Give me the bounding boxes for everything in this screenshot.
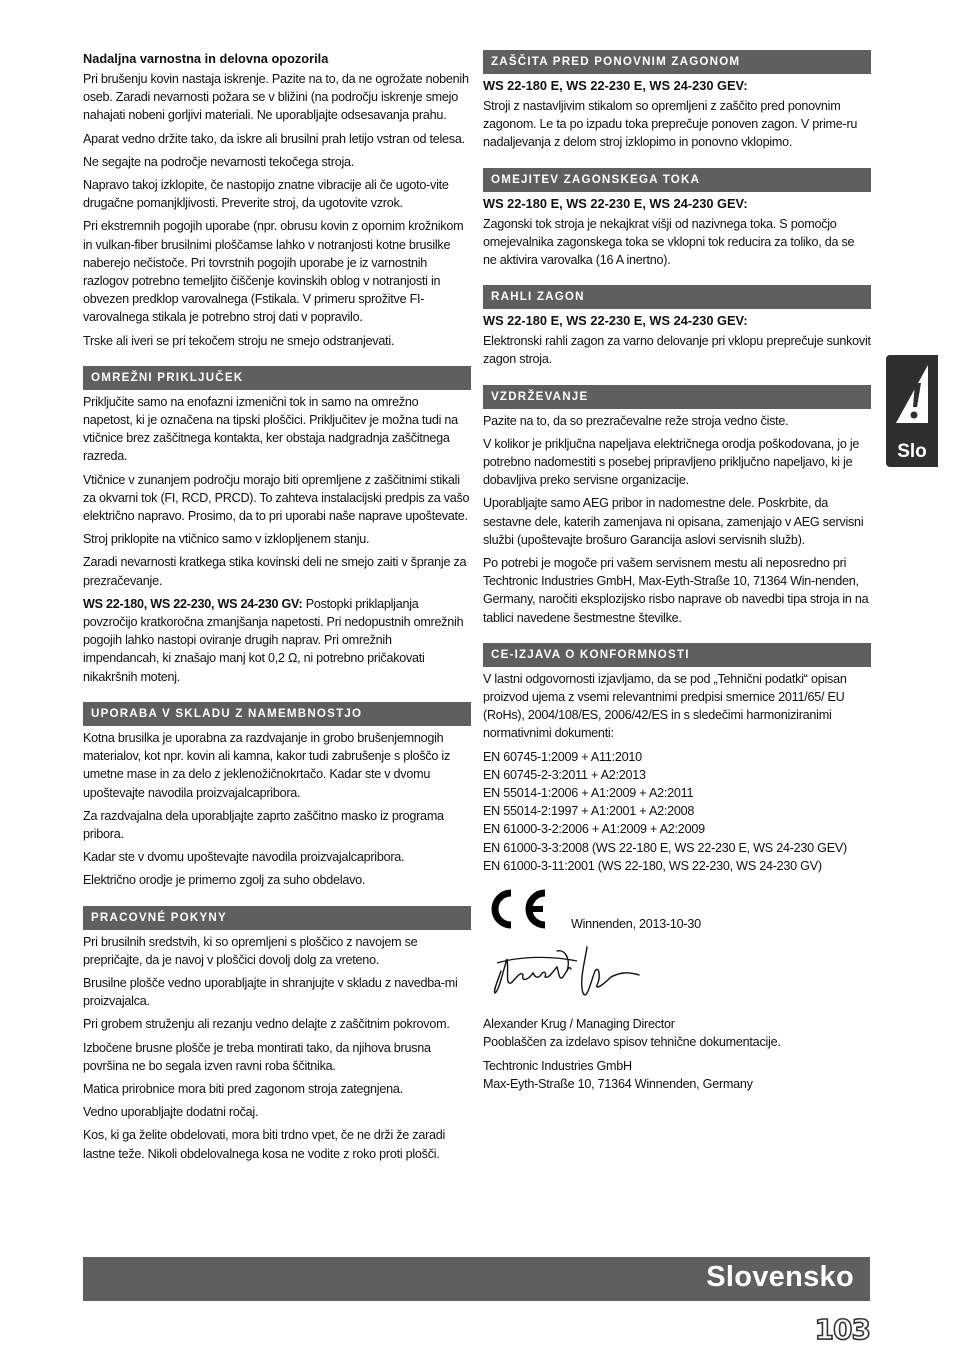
standard-item: EN 60745-2-3:2011 + A2:2013 [483, 767, 646, 782]
work-paragraph: Vedno uporabljajte dodatni ročaj. [83, 1105, 259, 1120]
intro-title: Nadaljna varnostna in delovna opozorila [83, 51, 329, 66]
mains-paragraph: Priključite samo na enofazni izmenični tok in samo na omrežno napetost, ki je označena na tipski ploščici. Priključitev je možna tudi na vtičnice brez zaščitnega kontakta, ker obstaja nadgradnja zaščitnega razreda. [83, 394, 458, 464]
use-paragraph: Za razdvajalna dela uporabljajte zaprto zaščitno masko iz programa pribora. [83, 808, 444, 841]
language-side-tab [886, 355, 938, 467]
standards-list [483, 748, 871, 875]
standard-item: EN 60745-1:2009 + A11:2010 [483, 749, 642, 764]
company-name: Techtronic Industries GmbH [483, 1058, 632, 1073]
mains-paragraph: Zaradi nevarnosti kratkega stika kovinski deli ne smejo zaiti v špranje za prezračevanje. [83, 555, 467, 588]
signer-name: Alexander Krug / Managing Director [483, 1017, 675, 1032]
page-number: 103 [814, 1313, 870, 1346]
footer-bar [83, 1257, 870, 1301]
models-text: Postopki priklapljanja povzročijo kratkoročna zmanjšanja napetosti. Pri nedopustnih omrežnih pogojih lahko nastopi oviranje drugih naprav. Pri omrežnih impendancah, ki znašajo manj kot 0,2 Ω, ni potrebno pričakovati nikakršnih motenj. [83, 596, 464, 684]
intro-paragraph: Napravo takoj izklopite, če nastopijo znatne vibracije ali če ugoto-vite drugačne pomanjkljivosti. Preverite stroj, da ugotovite vzrok. [83, 178, 449, 211]
intro-paragraph: Pri brušenju kovin nastaja iskrenje. Pazite na to, da ne ogrožate nobenih oseb. Zaradi nevarnosti požara se v bližini (na področju iskrenje smejo nahajati nobeni gorljivi materiali. Ne uporabljajte odsesavanja prahu. [83, 72, 469, 123]
section-heading-restart-protection: ZAŠČITA PRED PONOVNIM ZAGONOM [483, 50, 871, 74]
section-heading-intended-use: UPORABA V SKLADU Z NAMEMBNOSTJO [83, 702, 471, 726]
models-label: WS 22-180, WS 22-230, WS 24-230 GV: [83, 596, 303, 611]
use-paragraph: Kotna brusilka je uporabna za razdvajanje in grobo brušenjemnogih materialov, kot npr. kovin ali kamna, kakor tudi zabrušenje s ploščo iz umetne mase in za delo z jeklenožičnokrtačo. Kadar ste v dvomu upoštevajte navodila proizvajalcapribora. [83, 730, 451, 800]
signer-role: Pooblaščen za izdelavo spisov tehnične dokumentacije. [483, 1035, 781, 1050]
signature-icon [487, 941, 871, 1011]
current-limit-paragraph: Zagonski tok stroja je nekajkrat višji od nazivnega toka. S pomočjo omejevalnika zagonskega toka se vklopni tok reducira za toliko, da se ne aktivira varovalka (16 A inertno). [483, 216, 855, 268]
ce-row [483, 887, 871, 931]
maintenance-paragraph: Po potrebi je mogoče pri vašem servisnem mestu ali neposredno pri Techtronic Industries GmbH, Max-Eyth-Straße 10, 71364 Win-nenden, Germany, naročiti eksplozijsko risbo naprave ob navedbi tipa stroja in na tablici navedene šestmestne številke. [483, 556, 869, 625]
mains-paragraph: Vtičnice v zunanjem področju morajo biti opremljene z zaščitnimi stikali za okvarni tok (FI, RCD, PRCD). To zahteva instalacijski predpis za vašo električno napravo. Prosimo, da to pri uporabi naše naprave upoštevate. [83, 472, 470, 524]
warning-icon [892, 363, 934, 430]
section-heading-maintenance: VZDRŽEVANJE [483, 385, 871, 409]
company-address: Max-Eyth-Straße 10, 71364 Winnenden, Germany [483, 1076, 753, 1091]
maintenance-paragraph: Pazite na to, da so prezračevalne reže stroja vedno čiste. [483, 413, 789, 428]
soft-start-paragraph: Elektronski rahli zagon za varno delovanje pri vklopu preprečuje sunkovit zagon stroja. [483, 334, 871, 367]
soft-start-models: WS 22-180 E, WS 22-230 E, WS 24-230 GEV: [483, 313, 748, 329]
section-heading-mains: OMREŽNI PRIKLJUČEK [83, 366, 471, 390]
standard-item: EN 61000-3-2:2006 + A1:2009 + A2:2009 [483, 822, 705, 837]
standard-item: EN 61000-3-3:2008 (WS 22-180 E, WS 22-230 E, WS 24-230 GEV) [483, 840, 847, 855]
ce-paragraph: V lastni odgovornosti izjavljamo, da se pod „Tehnični podatki“ opisan proizvod ujema z vsemi relevantnimi predpisi smernice 2011/65/ EU (RoHs), 2004/108/ES, 2006/42/ES in s sledečimi harmoniziranimi normativnimi dokumenti: [483, 671, 847, 741]
language-tab-label: Slo [897, 441, 927, 462]
intro-paragraph: Pri ekstremnih pogojih uporabe (npr. obrusu kovin z opornim krožnikom in vulkan-fiber brusilnimi ploščamse lahko v notranjosti kotne brusilke naberejo nečistoče. Pri tovrstnih pogojih uporabe je iz varnostnih razlogov potrebno temeljito čiščenje kovinskih oblog v notranjosti in obvezen predklop varovalnega (Fstikala. V primeru sprožitve FI-varovalnega stikala je potrebno stroj dati v popravilo. [83, 219, 464, 325]
right-column [483, 50, 871, 1098]
restart-paragraph: Stroji z nastavljivim stikalom so opremljeni z zaščito pred ponovnim zagonom. Le ta po izpadu toka preprečuje ponoven zagon. V prime-ru nadaljevanja z delom stroj izklopimo in ponovno vklopimo. [483, 99, 858, 150]
section-heading-ce-declaration: CE-IZJAVA O KONFORMNOSTI [483, 643, 871, 667]
restart-models: WS 22-180 E, WS 22-230 E, WS 24-230 GEV: [483, 78, 748, 93]
place-date: Winnenden, 2013-10-30 [571, 916, 701, 931]
mains-paragraph: Stroj priklopite na vtičnico samo v izklopljenem stanju. [83, 532, 370, 547]
section-heading-work-instructions: PRACOVNÉ POKYNY [83, 906, 471, 930]
work-paragraph: Izbočene brusne plošče je treba montirati tako, da njihova brusna površina ne bo segala izven ravni roba ščitnika. [83, 1040, 431, 1073]
footer-language: Slovensko [706, 1261, 854, 1293]
ce-mark-icon [483, 887, 553, 931]
work-paragraph: Brusilne plošče vedno uporabljajte in shranjujte v skladu z navedba-mi proizvajalca. [83, 975, 458, 1009]
section-heading-current-limit: OMEJITEV ZAGONSKEGA TOKA [483, 168, 871, 192]
current-limit-models: WS 22-180 E, WS 22-230 E, WS 24-230 GEV: [483, 195, 748, 211]
intro-paragraph: Ne segajte na področje nevarnosti tekočega stroja. [83, 154, 355, 169]
standard-item: EN 55014-1:2006 + A1:2009 + A2:2011 [483, 786, 694, 801]
use-paragraph: Električno orodje je primerno zgolj za suho obdelavo. [83, 873, 366, 888]
use-paragraph: Kadar ste v dvomu upoštevajte navodila proizvajalcapribora. [83, 850, 405, 865]
left-column [83, 50, 471, 1168]
work-paragraph: Kos, ki ga želite obdelovati, mora biti trdno vpet, če ne drži že zaradi lastne teže. Nikoli obdelovalnega kosa ne vodite z roko proti plošči. [83, 1128, 446, 1161]
standard-item: EN 61000-3-11:2001 (WS 22-180, WS 22-230, WS 24-230 GV) [483, 858, 822, 873]
maintenance-paragraph: Uporabljajte samo AEG pribor in nadomestne dele. Poskrbite, da sestavne dele, katerih zamenjava ni opisana, zamenjajo v AEG servisni službi (upoštevajte brošuro Garancija aslovi servisnih služb). [483, 496, 864, 547]
work-paragraph: Pri brusilnih sredstvih, ki so opremljeni s ploščico z navojem se prepričajte, da je navoj v ploščici dovolj dolg za vreteno. [83, 934, 418, 967]
intro-paragraph: Aparat vedno držite tako, da iskre ali brusilni prah letijo vstran od telesa. [83, 131, 465, 146]
work-paragraph: Pri grobem struženju ali rezanju vedno delajte z zaščitnim pokrovom. [83, 1017, 450, 1032]
maintenance-paragraph: V kolikor je priključna napeljava električnega orodja poškodovana, jo je potrebno nadomestiti s posebej pripravljeno priključno napeljavo, ki je dobavljiva preko servisne organizacije. [483, 436, 860, 488]
intro-paragraph: Trske ali iveri se pri tekočem stroju ne smejo odstranjevati. [83, 333, 395, 348]
standard-item: EN 55014-2:1997 + A1:2001 + A2:2008 [483, 804, 695, 819]
mains-models-paragraph [83, 595, 471, 686]
work-paragraph: Matica prirobnice mora biti pred zagonom stroja zategnjena. [83, 1081, 403, 1096]
section-heading-soft-start: RAHLI ZAGON [483, 285, 871, 309]
